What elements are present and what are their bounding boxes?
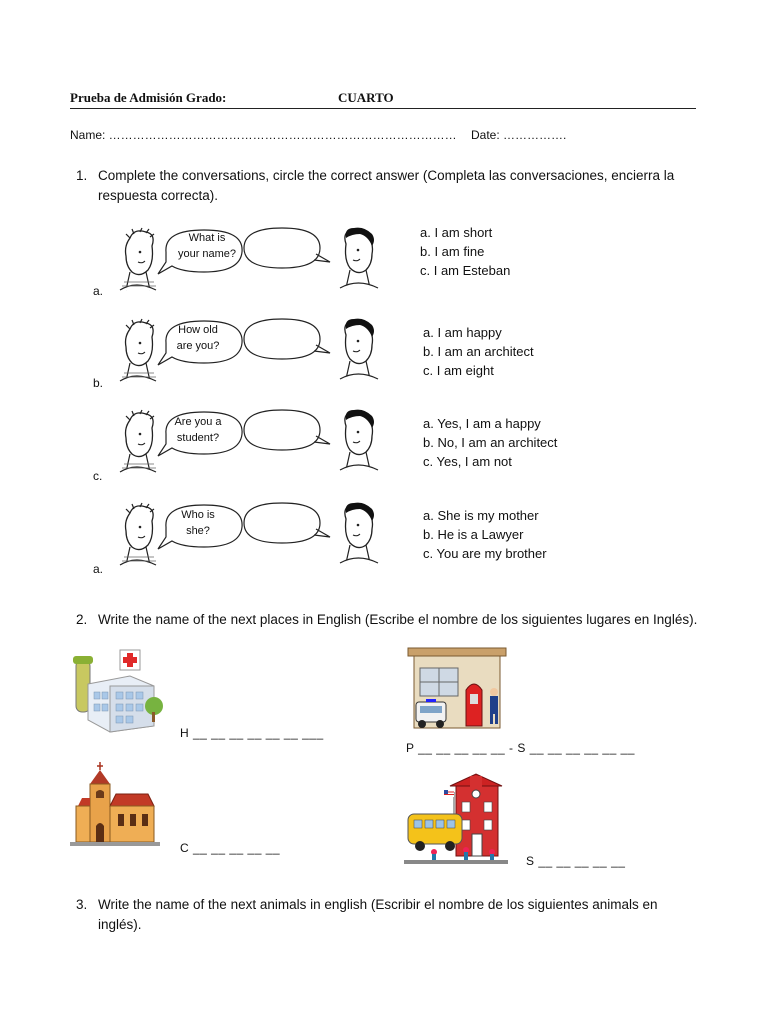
bubble-prompt: Who is she? xyxy=(181,509,215,537)
church-icon xyxy=(70,762,162,850)
q3-instructions: Write the name of the next animals in english (Escribir el nombre de los siguientes animals en inglés). xyxy=(98,897,658,932)
header-rule xyxy=(70,108,696,109)
q1-item-letter: b. xyxy=(93,376,104,390)
grade-label: CUARTO xyxy=(338,90,394,105)
conversation-illustration xyxy=(116,404,386,480)
option-c[interactable]: c. I am eight xyxy=(423,363,494,378)
option-c[interactable]: c. You are my brother xyxy=(423,546,547,561)
option-a[interactable]: a. She is my mother xyxy=(423,508,539,523)
answer-bubble[interactable] xyxy=(244,410,330,450)
option-c[interactable]: c. Yes, I am not xyxy=(423,454,512,469)
bubble-prompt: What is your name? xyxy=(177,232,237,260)
option-a[interactable]: a. I am happy xyxy=(423,325,502,340)
q1-item-letter: a. xyxy=(93,562,104,576)
option-b[interactable]: b. He is a Lawyer xyxy=(423,527,524,542)
answer-bubble[interactable] xyxy=(244,319,330,359)
conversation-illustration xyxy=(116,222,386,298)
bubble-prompt: How old are you? xyxy=(176,324,220,352)
date-field[interactable]: Date: ……………. xyxy=(471,128,567,142)
answer-options xyxy=(423,506,547,563)
option-b[interactable]: b. I am an architect xyxy=(423,344,534,359)
option-a[interactable]: a. I am short xyxy=(420,225,493,240)
conversation-illustration xyxy=(116,497,386,573)
answer-bubble[interactable] xyxy=(244,228,330,268)
answer-bubble[interactable] xyxy=(244,503,330,543)
q1-number: 1. xyxy=(76,168,88,183)
school-blank[interactable]: S __ __ __ __ __ xyxy=(526,854,626,868)
option-c[interactable]: c. I am Esteban xyxy=(420,263,511,278)
q1-instructions: Complete the conversations, circle the correct answer (Completa las conversaciones, encierra la respuesta correcta). xyxy=(98,168,675,203)
option-b[interactable]: b. No, I am an architect xyxy=(423,435,558,450)
hospital-blank[interactable]: H __ __ __ __ __ __ ___ xyxy=(180,726,324,740)
answer-options xyxy=(423,414,557,471)
conversation-illustration xyxy=(116,313,386,389)
q2-number: 2. xyxy=(76,612,88,627)
answer-options xyxy=(423,323,534,380)
q1-item-letter: a. xyxy=(93,284,104,298)
school-icon xyxy=(404,772,510,864)
bubble-prompt: Are you a student? xyxy=(174,416,222,444)
test-title: Prueba de Admisión Grado: xyxy=(70,90,227,105)
hospital-icon xyxy=(70,646,166,734)
option-b[interactable]: b. I am fine xyxy=(420,244,485,259)
q1-item-letter: c. xyxy=(93,469,103,483)
q2-instructions: Write the name of the next places in English (Escribe el nombre de los siguientes lugares en Inglés). xyxy=(98,612,698,627)
q3-number: 3. xyxy=(76,897,88,912)
church-blank[interactable]: C __ __ __ __ __ xyxy=(180,841,281,855)
police-station-blank[interactable]: P __ __ __ __ __ - S __ __ __ __ __ __ xyxy=(406,741,635,755)
option-a[interactable]: a. Yes, I am a happy xyxy=(423,416,541,431)
answer-options xyxy=(420,223,510,280)
name-field[interactable]: Name: …………………………………………………………………………… xyxy=(70,128,457,142)
police-station-icon xyxy=(406,646,508,730)
